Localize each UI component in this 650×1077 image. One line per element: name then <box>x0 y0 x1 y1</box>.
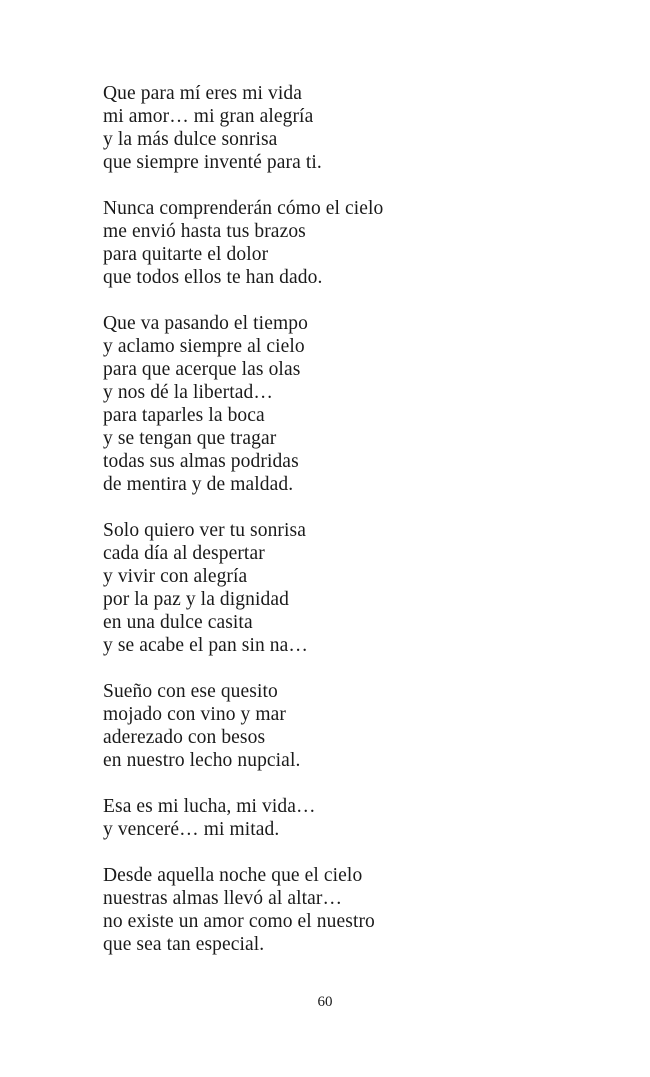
poem-line: Nunca comprenderán cómo el cielo <box>103 198 384 219</box>
poem-line: Solo quiero ver tu sonrisa <box>103 520 306 541</box>
poem-line: y nos dé la libertad… <box>103 382 273 403</box>
poem-line: que sea tan especial. <box>103 934 265 955</box>
poem-line: por la paz y la dignidad <box>103 589 289 610</box>
poem-line: mi amor… mi gran alegría <box>103 106 314 127</box>
poem-line: para que acerque las olas <box>103 359 301 380</box>
poem-line: para quitarte el dolor <box>103 244 269 265</box>
poem-line: y vivir con alegría <box>103 566 248 587</box>
poem-line: que todos ellos te han dado. <box>103 267 323 288</box>
poem-line: todas sus almas podridas <box>103 451 299 472</box>
page-number: 60 <box>317 994 333 1010</box>
stanza <box>103 82 623 174</box>
poem-line: Sueño con ese quesito <box>103 681 278 702</box>
poem-line: me envió hasta tus brazos <box>103 221 306 242</box>
poem-body <box>103 82 623 979</box>
poem-line: y la más dulce sonrisa <box>103 129 278 150</box>
poem-line: que siempre inventé para ti. <box>103 152 322 173</box>
stanza <box>103 197 623 289</box>
poem-line: y venceré… mi mitad. <box>103 819 280 840</box>
poem-line: y aclamo siempre al cielo <box>103 336 305 357</box>
poem-line: no existe un amor como el nuestro <box>103 911 375 932</box>
poem-line: aderezado con besos <box>103 727 266 748</box>
stanza <box>103 519 623 657</box>
poem-line: Desde aquella noche que el cielo <box>103 865 363 886</box>
stanza <box>103 795 623 841</box>
poem-line: y se tengan que tragar <box>103 428 277 449</box>
stanza <box>103 864 623 956</box>
poem-line: Que va pasando el tiempo <box>103 313 308 334</box>
poem-line: nuestras almas llevó al altar… <box>103 888 343 909</box>
poem-line: en nuestro lecho nupcial. <box>103 750 301 771</box>
stanza <box>103 680 623 772</box>
poem-line: Que para mí eres mi vida <box>103 83 302 104</box>
stanza <box>103 312 623 496</box>
poem-line: cada día al despertar <box>103 543 265 564</box>
poem-line: de mentira y de maldad. <box>103 474 294 495</box>
poem-line: y se acabe el pan sin na… <box>103 635 309 656</box>
poem-line: mojado con vino y mar <box>103 704 286 725</box>
poem-line: Esa es mi lucha, mi vida… <box>103 796 316 817</box>
poem-line: para taparles la boca <box>103 405 265 426</box>
poem-line: en una dulce casita <box>103 612 253 633</box>
